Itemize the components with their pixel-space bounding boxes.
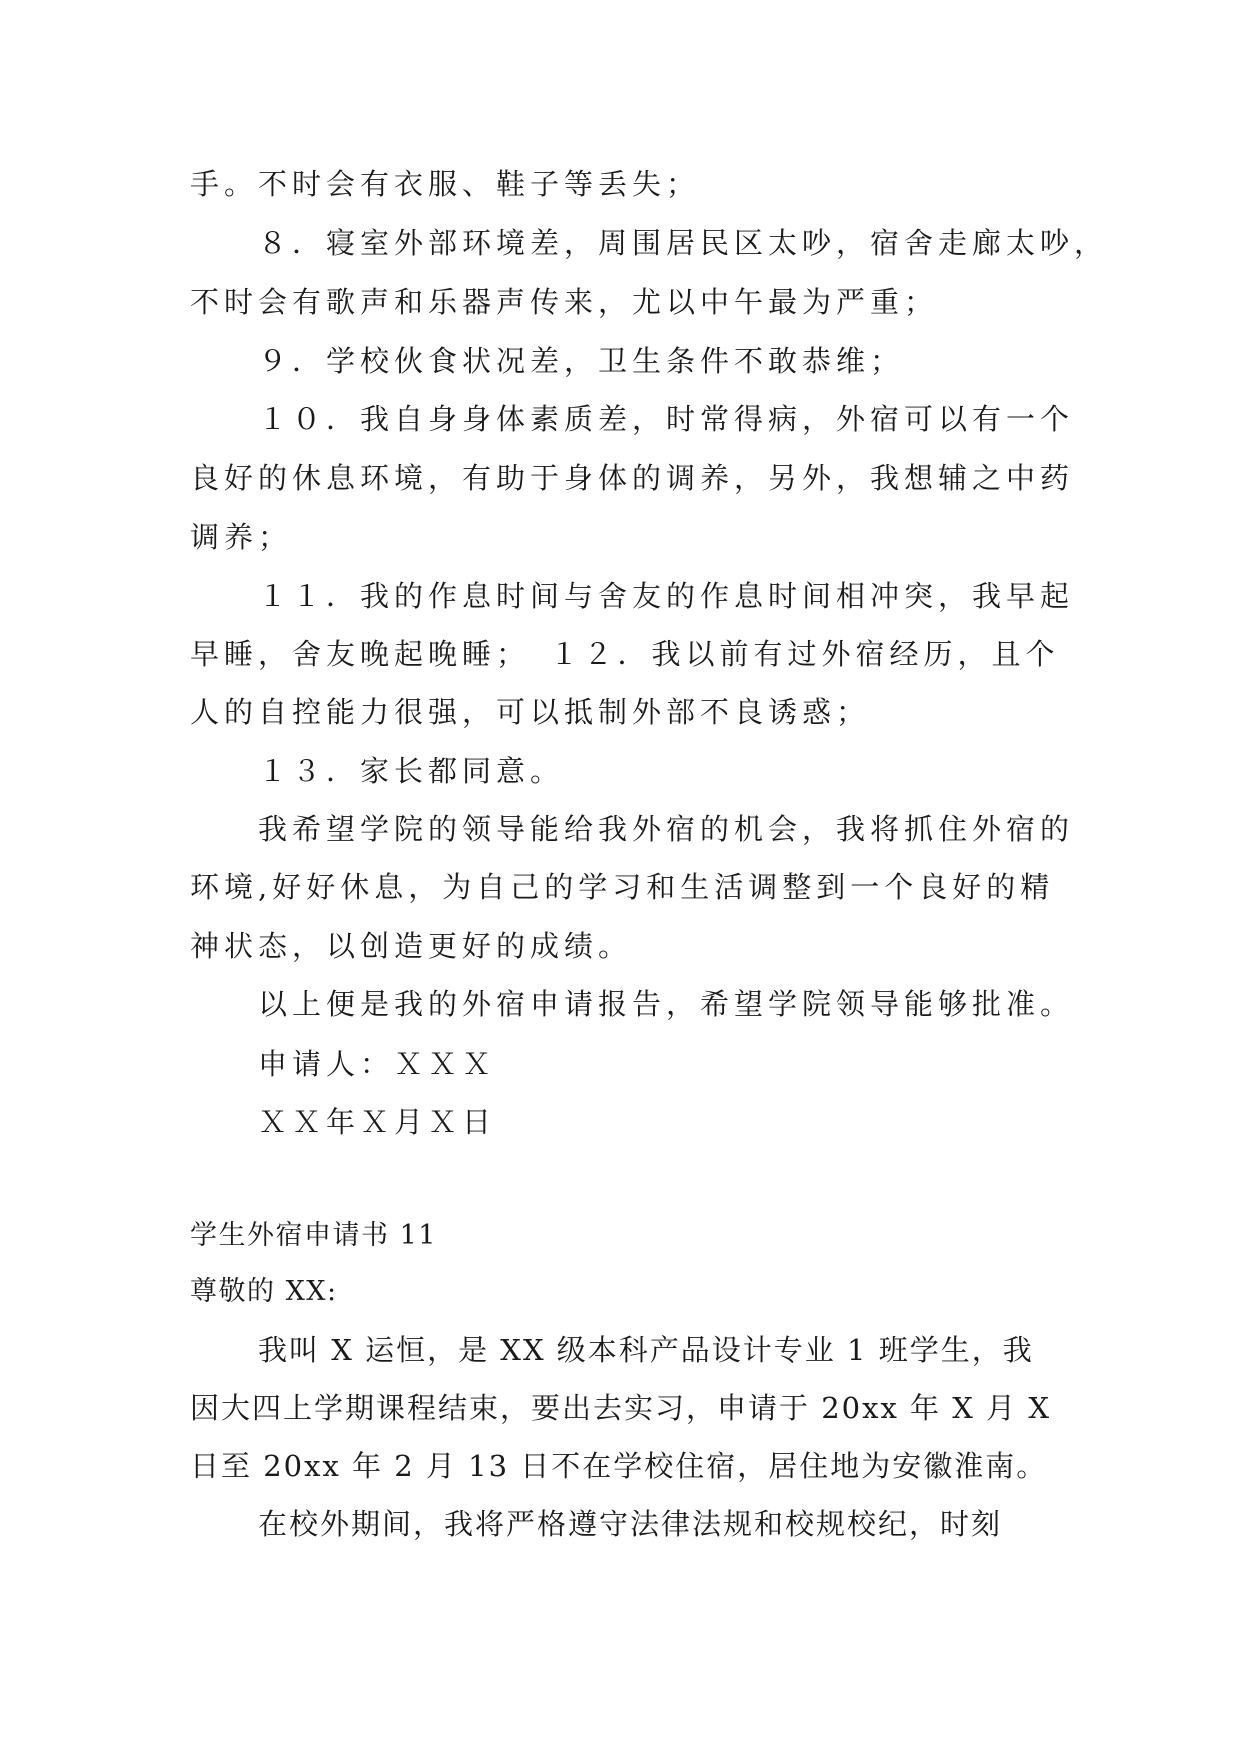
paragraph-line: ８．寝室外部环境差，周围居民区太吵，宿舍走廊太吵，	[258, 226, 1109, 260]
salutation: 尊敬的 XX:	[190, 1276, 338, 1307]
paragraph-line: 人的自控能力很强，可以抵制外部不良诱惑；	[190, 695, 871, 729]
paragraph-line: 早睡，舍友晚起晚睡； １２．我以前有过外宿经历，且个	[190, 637, 1060, 671]
paragraph-line: １３．家长都同意。	[258, 754, 565, 788]
paragraph-line: １０．我自身身体素质差，时常得病，外宿可以有一个	[258, 402, 1075, 436]
paragraph-line: 不时会有歌声和乐器声传来，尤以中午最为严重；	[190, 285, 939, 319]
paragraph-line: 环境,好好休息，为自己的学习和生活调整到一个良好的精	[190, 870, 1055, 904]
paragraph-line: ９．学校伙食状况差，卫生条件不敢恭维；	[258, 344, 905, 378]
paragraph-line: 我叫 X 运恒，是 XX 级本科产品设计专业 1 班学生，我	[258, 1333, 1034, 1367]
paragraph-line: 在校外期间，我将严格遵守法律法规和校规校纪，时刻	[258, 1507, 1003, 1541]
paragraph-line: 调养；	[190, 520, 293, 554]
paragraph-line: 手。不时会有衣服、鞋子等丢失；	[190, 167, 701, 201]
paragraph-line: 我希望学院的领导能给我外宿的机会，我将抓住外宿的	[258, 812, 1075, 846]
paragraph-line: 因大四上学期课程结束，要出去实习，申请于 20xx 年 X 月 X	[190, 1391, 1051, 1425]
applicant-line: 申请人：ＸＸＸ	[258, 1047, 497, 1081]
paragraph-line: 日至 20xx 年 2 月 13 日不在学校住宿，居住地为安徽淮南。	[190, 1449, 1048, 1483]
paragraph-line: １１．我的作息时间与舍友的作息时间相冲突，我早起	[258, 579, 1075, 613]
paragraph-line: 神状态，以创造更好的成绩。	[190, 929, 633, 963]
date-line: ＸＸ年Ｘ月Ｘ日	[258, 1105, 497, 1139]
paragraph-line: 以上便是我的外宿申请报告，希望学院领导能够批准。	[258, 987, 1075, 1021]
paragraph-line: 良好的休息环境，有助于身体的调养，另外，我想辅之中药	[190, 461, 1075, 495]
section-title: 学生外宿申请书 11	[190, 1220, 437, 1251]
